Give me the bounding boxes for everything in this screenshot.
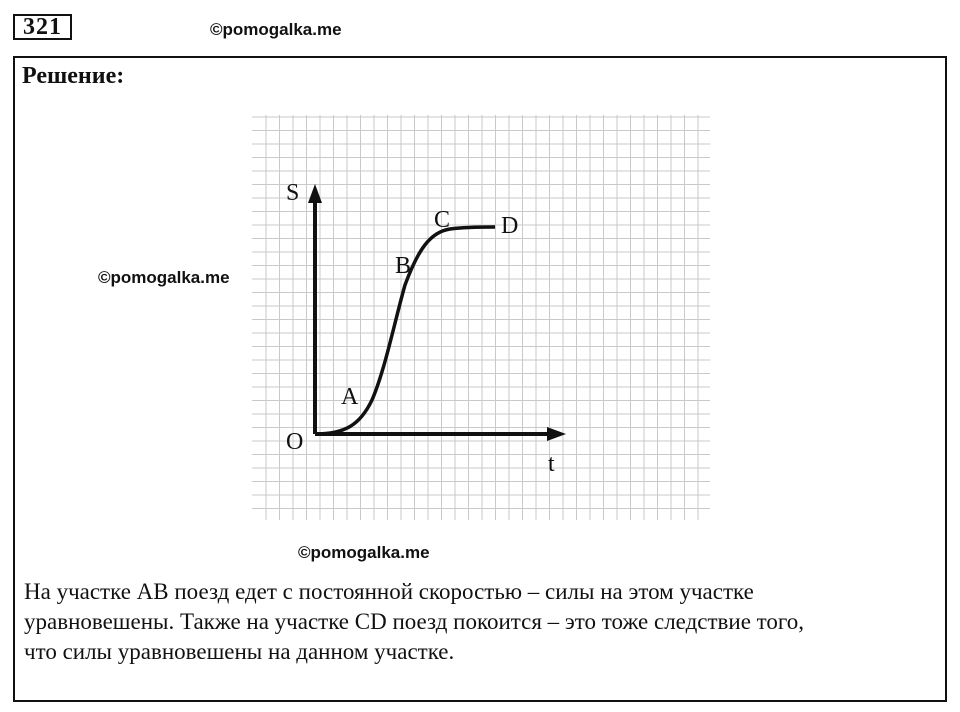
watermark: ©pomogalka.me — [98, 268, 230, 287]
grid-paper — [252, 115, 710, 520]
point-a-label: A — [341, 384, 359, 410]
text-line: На участке AB поезд едет с постоянной скоростью – силы на этом участке — [24, 579, 754, 604]
t-axis-label: t — [548, 451, 555, 477]
problem-number: 321 — [13, 14, 72, 40]
s-axis-label: S — [286, 180, 300, 206]
point-b-label: B — [395, 253, 412, 279]
solution-heading: Решение: — [22, 63, 125, 89]
text-line: уравновешены. Также на участке CD поезд покоится – это тоже следствие того, — [24, 609, 805, 634]
text-line: что силы уравновешены на данном участке. — [24, 639, 455, 664]
point-d-label: D — [501, 213, 519, 239]
solution-text — [24, 577, 940, 667]
point-c-label: C — [434, 207, 451, 233]
origin-label: O — [286, 429, 304, 455]
watermark: ©pomogalka.me — [298, 543, 430, 562]
watermark: ©pomogalka.me — [210, 20, 342, 39]
